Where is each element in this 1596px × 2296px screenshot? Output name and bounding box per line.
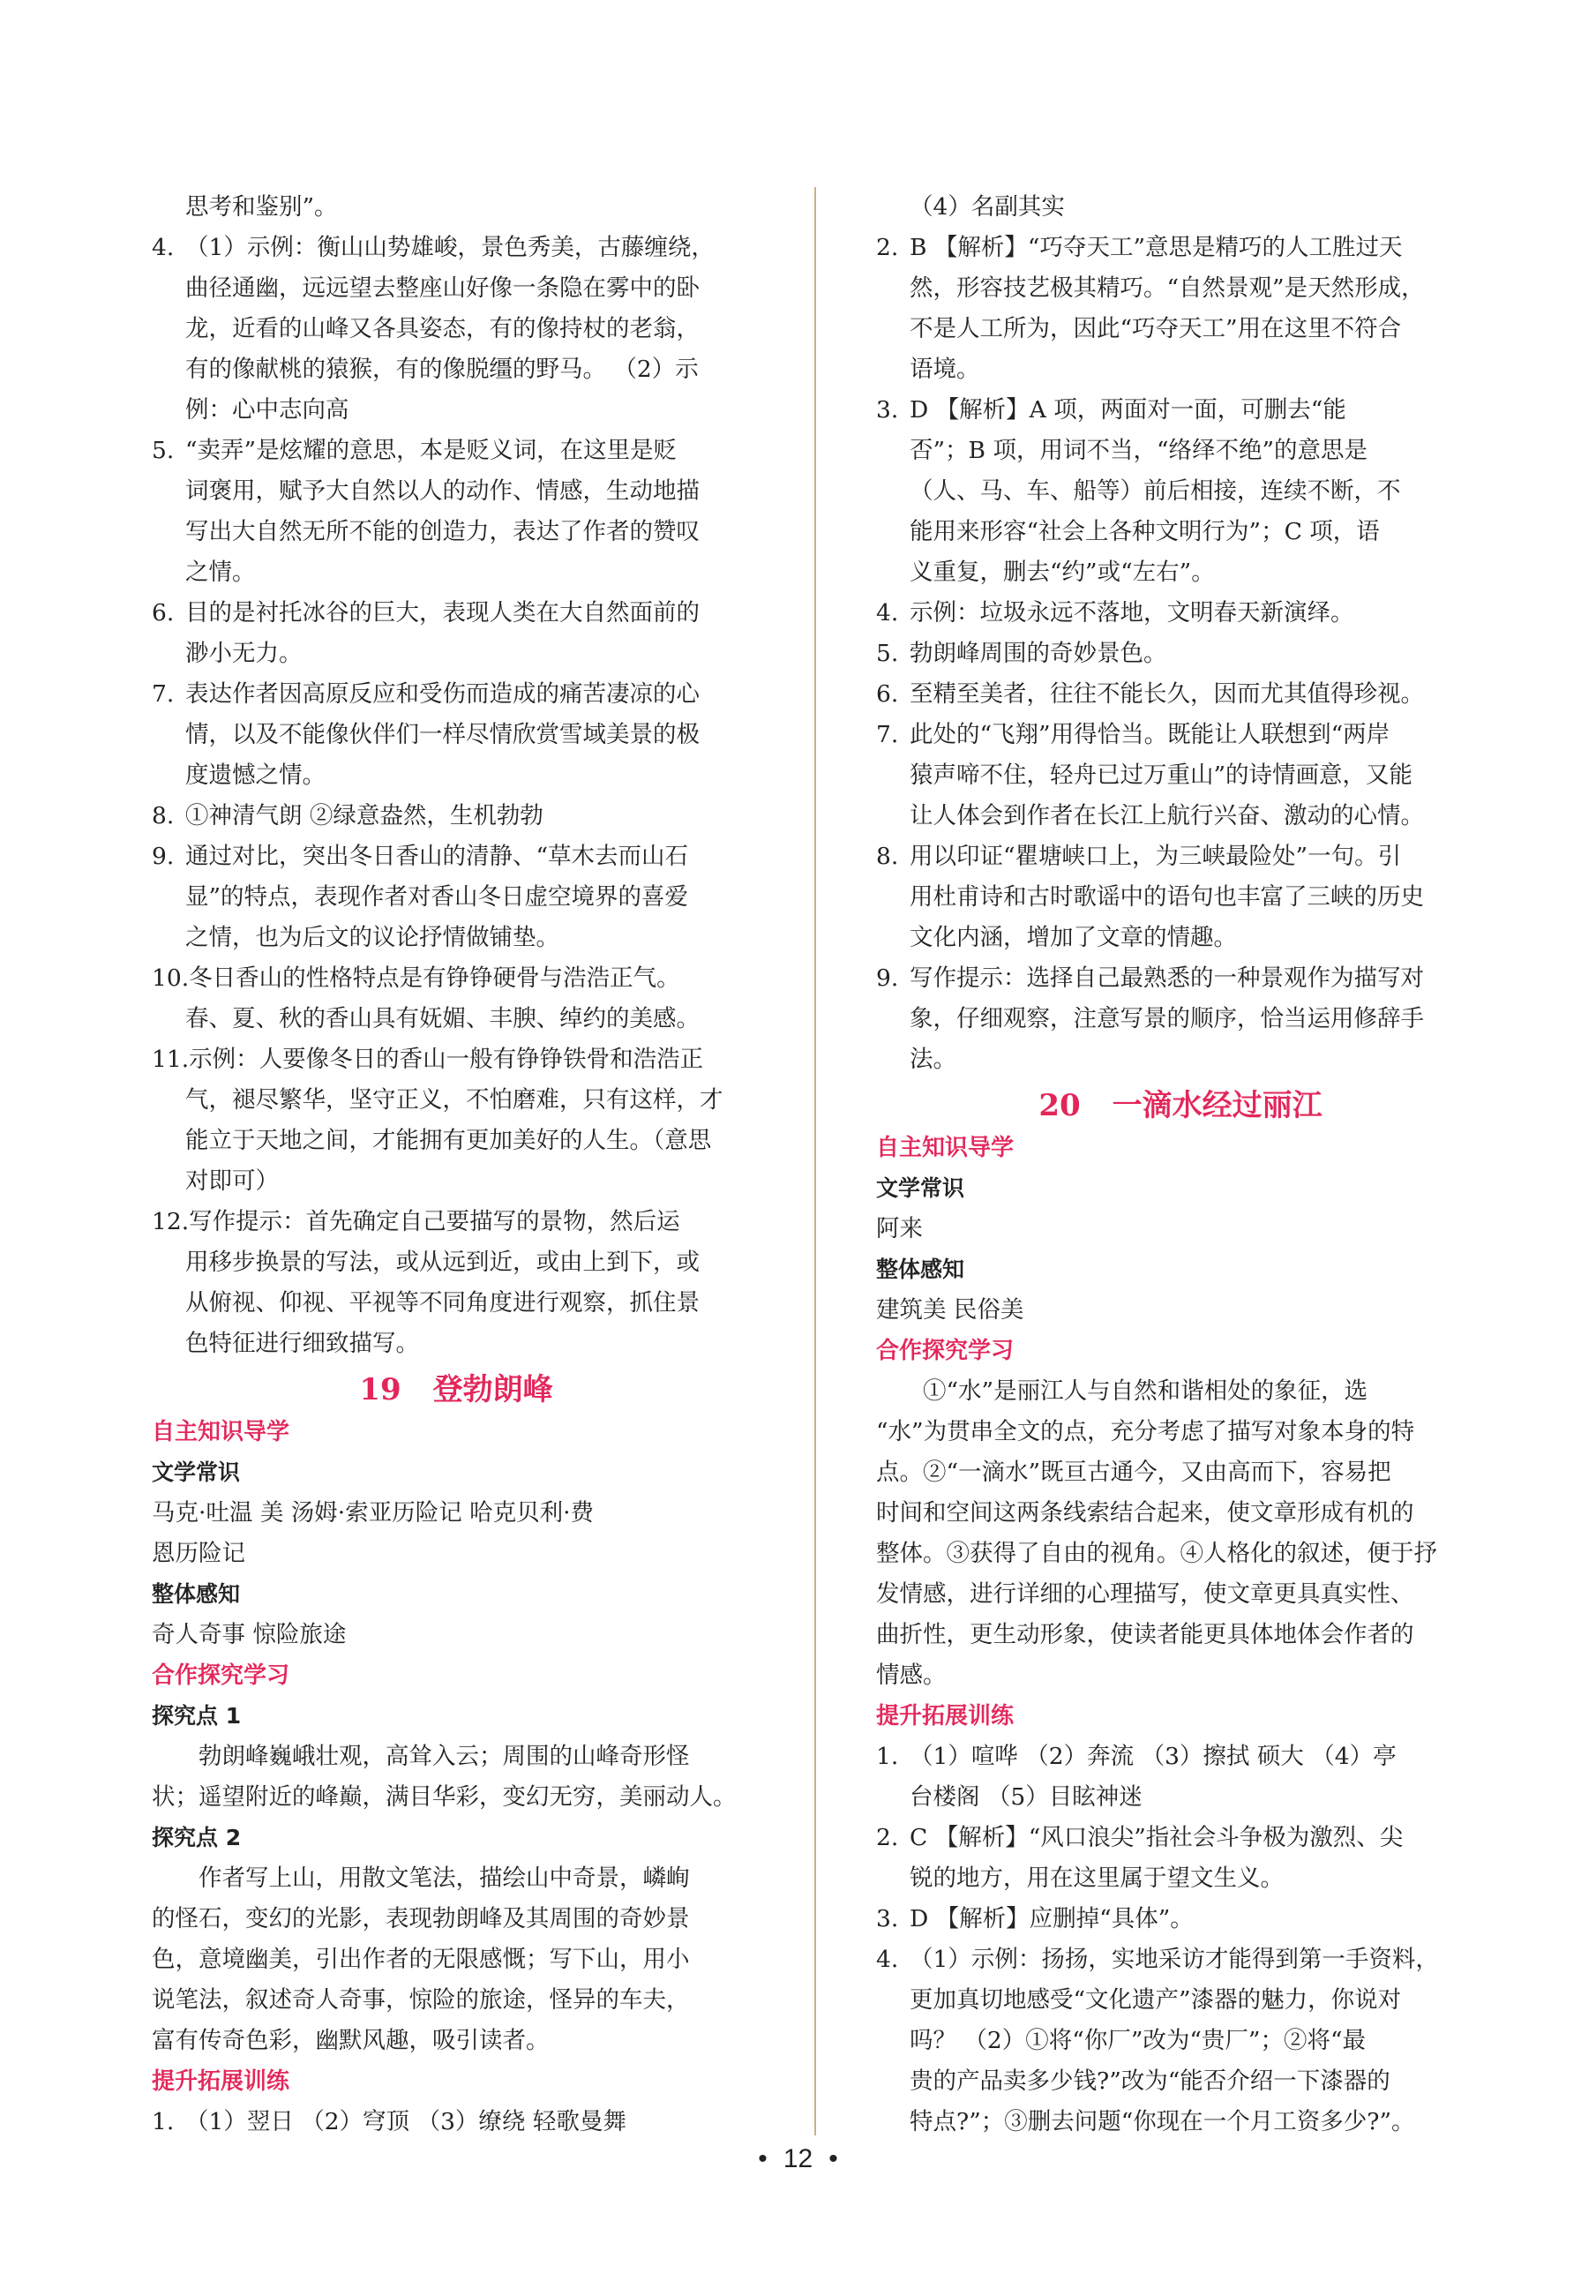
lesson-number: 20 bbox=[1038, 1088, 1081, 1123]
text-line: 作者写上山，用散文笔法，描绘山中奇景，嶙峋 bbox=[199, 1865, 690, 1892]
item-text: 写作提示：选择自己最熟悉的一种景观作为描写对 bbox=[910, 964, 1424, 992]
text-line: （4）名副其实 bbox=[910, 193, 1065, 221]
text-line: 马克·吐温 美 汤姆·索亚历险记 哈克贝利·费 bbox=[152, 1499, 595, 1527]
item-text: “卖弄”是炫耀的意思，本是贬义词，在这里是贬 bbox=[185, 437, 678, 464]
subheading: 文学常识 bbox=[152, 1459, 241, 1485]
answer-item-6 bbox=[152, 593, 761, 634]
answer-item-5 bbox=[876, 634, 1485, 674]
text-line: 有的像献桃的猿猴，有的像脱缰的野马。 （2）示 bbox=[185, 356, 699, 383]
section-heading: 自主知识导学 bbox=[152, 1419, 290, 1445]
lesson-name: 登勃朗峰 bbox=[432, 1372, 553, 1407]
item-number: 12. bbox=[152, 1208, 190, 1235]
text-line: 让人体会到作者在长江上航行兴奋、激动的心情。 bbox=[910, 802, 1424, 829]
answer-item-9 bbox=[876, 958, 1485, 999]
text-line: 否”；B 项，用词不当，“络绎不绝”的意思是 bbox=[910, 437, 1368, 464]
item-text: （1）翌日 （2）穹顶 （3）缭绕 轻歌曼舞 bbox=[185, 2108, 626, 2135]
item-number: 7. bbox=[876, 721, 899, 748]
item-number: 2. bbox=[876, 234, 899, 261]
answer-item-9 bbox=[152, 837, 761, 877]
text-line: 吗？ （2）①将“你厂”改为“贵厂”；②将“最 bbox=[910, 2027, 1367, 2054]
subheading: 文学常识 bbox=[876, 1175, 965, 1201]
text-line: 气，褪尽繁华，坚守正义，不怕磨难，只有这样，才 bbox=[185, 1086, 723, 1114]
item-number: 9. bbox=[152, 843, 175, 870]
answer-item-4 bbox=[876, 593, 1485, 634]
text-line: 色，意境幽美，引出作者的无限感慨；写下山，用小 bbox=[152, 1946, 690, 1973]
subheading: 整体感知 bbox=[152, 1581, 241, 1607]
text-line: 更加真切地感受“文化遗产”漆器的魅力，你说对 bbox=[910, 1986, 1402, 2014]
text-line: “水”为贯串全文的点，充分考虑了描写对象本身的特 bbox=[876, 1418, 1415, 1445]
text-line: 然，形容技艺极其精巧。“自然景观”是天然形成， bbox=[910, 274, 1425, 302]
page-number: • 12 • bbox=[758, 2144, 838, 2173]
text-line: 特点?”；③删去问题“你现在一个月工资多少?”。 bbox=[910, 2108, 1415, 2135]
text-line: 发情感，进行详细的心理描写，使文章更具真实性、 bbox=[876, 1580, 1414, 1608]
item-number: 9. bbox=[876, 964, 899, 992]
text-line: 曲折性，更生动形象，使读者能更具体地体会作者的 bbox=[876, 1621, 1414, 1648]
text-line: 用杜甫诗和古时歌谣中的语句也丰富了三峡的历史 bbox=[910, 883, 1424, 911]
text-line: 显”的特点，表现作者对香山冬日虚空境界的喜爱 bbox=[185, 883, 689, 911]
text-line: 从俯视、仰视、平视等不同角度进行观察，抓住景 bbox=[185, 1289, 700, 1317]
item-text: 目的是衬托冰谷的巨大，表现人类在大自然面前的 bbox=[185, 599, 700, 627]
section-heading: 合作探究学习 bbox=[152, 1662, 290, 1689]
answer-item-5 bbox=[152, 431, 761, 471]
answer-item-7 bbox=[876, 715, 1485, 755]
text-line: 贵的产品卖多少钱?”改为“能否介绍一下漆器的 bbox=[910, 2067, 1390, 2095]
text-line: 词褒用，赋予大自然以人的动作、情感，生动地描 bbox=[185, 477, 700, 505]
text-line: （人、马、车、船等）前后相接，连续不断，不 bbox=[910, 477, 1401, 505]
text-line: 猿声啼不住，轻舟已过万重山”的诗情画意，又能 bbox=[910, 762, 1413, 789]
item-number: 8. bbox=[152, 802, 175, 829]
text-line: 龙，近看的山峰又各具姿态，有的像持杖的老翁， bbox=[185, 315, 700, 342]
right-column bbox=[876, 187, 1485, 2142]
item-number: 5. bbox=[876, 640, 899, 667]
answer-item-1 bbox=[876, 1737, 1485, 1777]
answer-item-4 bbox=[152, 228, 761, 268]
section-heading: 自主知识导学 bbox=[876, 1135, 1015, 1161]
text-line: 能立于天地之间，才能拥有更加美好的人生。（意思 bbox=[185, 1127, 712, 1154]
item-number: 2. bbox=[876, 1824, 899, 1851]
answer-item-3 bbox=[876, 390, 1485, 431]
text-line: 义重复，删去“约”或“左右”。 bbox=[910, 559, 1215, 586]
answer-item-11 bbox=[152, 1039, 761, 1080]
text-line: 色特征进行细致描写。 bbox=[185, 1330, 419, 1357]
item-number: 11. bbox=[152, 1046, 190, 1073]
text-line: 不是人工所为，因此“巧夺天工”用在这里不符合 bbox=[910, 315, 1402, 342]
item-text: （1）示例：衡山山势雄峻，景色秀美，古藤缠绕， bbox=[185, 234, 715, 261]
text-line: 说笔法，叙述奇人奇事，惊险的旅途，怪异的车夫， bbox=[152, 1986, 690, 2014]
answer-item-7 bbox=[152, 674, 761, 715]
text-line: 时间和空间这两条线索结合起来，使文章形成有机的 bbox=[876, 1499, 1414, 1527]
item-text: （1）喧哗 （2）奔流 （3）擦拭 硕大 （4）亭 bbox=[910, 1743, 1397, 1770]
answer-item-6 bbox=[876, 674, 1485, 715]
text-line: 渺小无力。 bbox=[185, 640, 303, 667]
item-number: 5. bbox=[152, 437, 175, 464]
item-text: 勃朗峰周围的奇妙景色。 bbox=[910, 640, 1167, 667]
answer-item-8 bbox=[152, 796, 761, 837]
item-number: 4. bbox=[876, 599, 899, 627]
section-heading: 提升拓展训练 bbox=[152, 2068, 290, 2095]
lesson-20-title bbox=[876, 1080, 1485, 1131]
text-line: 点。②“一滴水”既亘古通今，又由高而下，容易把 bbox=[876, 1459, 1391, 1486]
text-line: 曲径通幽，远远望去整座山好像一条隐在雾中的卧 bbox=[185, 274, 700, 302]
item-text: B 【解析】“巧夺天工”意思是精巧的人工胜过天 bbox=[910, 234, 1403, 261]
text-line: 象，仔细观察，注意写景的顺序，恰当运用修辞手 bbox=[910, 1005, 1424, 1032]
item-text: 写作提示：首先确定自己要描写的景物，然后运 bbox=[189, 1208, 680, 1235]
item-number: 3. bbox=[876, 1905, 899, 1932]
page-number-value: 12 bbox=[783, 2144, 813, 2173]
text-line: 例：心中志向高 bbox=[185, 396, 349, 424]
text-line: 春、夏、秋的香山具有妩媚、丰腴、绰约的美感。 bbox=[185, 1005, 700, 1032]
text-line: 勃朗峰巍峨壮观，高耸入云；周围的山峰奇形怪 bbox=[199, 1743, 690, 1770]
text-line: 整体。③获得了自由的视角。④人格化的叙述，便于抒 bbox=[876, 1540, 1437, 1567]
item-text: 至精至美者，往往不能长久，因而尤其值得珍视。 bbox=[910, 680, 1424, 708]
text-line: 写出大自然无所不能的创造力，表达了作者的赞叹 bbox=[185, 518, 700, 545]
text-line: 恩历险记 bbox=[152, 1540, 245, 1567]
text-line: 台楼阁 （5）目眩神迷 bbox=[910, 1783, 1143, 1811]
text-line: 奇人奇事 惊险旅途 bbox=[152, 1621, 347, 1648]
text-line: 富有传奇色彩，幽默风趣，吸引读者。 bbox=[152, 2027, 550, 2054]
item-number: 10. bbox=[152, 964, 190, 992]
text-line: 之情。 bbox=[185, 559, 256, 586]
lesson-number: 19 bbox=[359, 1372, 401, 1407]
text-line: 文化内涵，增加了文章的情趣。 bbox=[910, 924, 1237, 951]
text-line: 建筑美 民俗美 bbox=[876, 1296, 1024, 1324]
text-line: 思考和鉴别”。 bbox=[185, 193, 338, 221]
text-line: 的怪石，变幻的光影，表现勃朗峰及其周围的奇妙景 bbox=[152, 1905, 690, 1932]
item-text: C 【解析】“风口浪尖”指社会斗争极为激烈、尖 bbox=[910, 1824, 1404, 1851]
text-line: ①“水”是丽江人与自然和谐相处的象征，选 bbox=[923, 1377, 1368, 1405]
section-heading: 合作探究学习 bbox=[876, 1338, 1015, 1364]
text-line: 度遗憾之情。 bbox=[185, 762, 326, 789]
item-text: 示例：垃圾永远不落地，文明春天新演绎。 bbox=[910, 599, 1354, 627]
answer-item-10 bbox=[152, 958, 761, 999]
answer-item-4 bbox=[876, 1940, 1485, 1980]
item-number: 4. bbox=[876, 1946, 899, 1973]
item-number: 7. bbox=[152, 680, 175, 708]
lesson-19-title bbox=[152, 1364, 761, 1415]
text-line: 语境。 bbox=[910, 356, 980, 383]
answer-item-2 bbox=[876, 228, 1485, 268]
item-text: 冬日香山的性格特点是有铮铮硬骨与浩浩正气。 bbox=[189, 964, 680, 992]
text-line: 阿来 bbox=[876, 1215, 923, 1242]
text-line: 状；遥望附近的峰巅，满目华彩，变幻无穷，美丽动人。 bbox=[152, 1783, 737, 1811]
item-number: 8. bbox=[876, 843, 899, 870]
item-text: ①神清气朗 ②绿意盎然，生机勃勃 bbox=[185, 802, 543, 829]
left-column bbox=[152, 187, 761, 2142]
text-line: 法。 bbox=[910, 1046, 956, 1073]
item-text: 示例：人要像冬日的香山一般有铮铮铁骨和浩浩正 bbox=[189, 1046, 704, 1073]
answer-item-12 bbox=[152, 1202, 761, 1242]
answer-item-1 bbox=[152, 2102, 761, 2142]
text-line: 之情，也为后文的议论抒情做铺垫。 bbox=[185, 924, 559, 951]
text-line: 锐的地方，用在这里属于望文生义。 bbox=[910, 1865, 1284, 1892]
text-line: 情，以及不能像伙伴们一样尽情欣赏雪域美景的极 bbox=[185, 721, 700, 748]
item-number: 6. bbox=[152, 599, 175, 627]
answer-item-3 bbox=[876, 1899, 1485, 1940]
item-text: 通过对比，突出冬日香山的清静、“草木去而山石 bbox=[185, 843, 689, 870]
section-heading: 提升拓展训练 bbox=[876, 1703, 1015, 1730]
item-text: D 【解析】A 项，两面对一面，可删去“能 bbox=[910, 396, 1346, 424]
item-text: 用以印证“瞿塘峡口上，为三峡最险处”一句。引 bbox=[910, 843, 1402, 870]
answer-item-8 bbox=[876, 837, 1485, 877]
subheading: 探究点 2 bbox=[152, 1825, 242, 1850]
text-line: 用移步换景的写法，或从远到近，或由上到下，或 bbox=[185, 1249, 700, 1276]
item-text: 表达作者因高原反应和受伤而造成的痛苦凄凉的心 bbox=[185, 680, 700, 708]
subheading: 整体感知 bbox=[876, 1257, 965, 1282]
answer-item-2 bbox=[876, 1818, 1485, 1858]
item-text: （1）示例：扬扬，实地采访才能得到第一手资料， bbox=[910, 1946, 1439, 1973]
item-number: 4. bbox=[152, 234, 175, 261]
item-number: 1. bbox=[152, 2108, 175, 2135]
column-divider bbox=[814, 187, 816, 2135]
item-text: D 【解析】应删掉“具体”。 bbox=[910, 1905, 1194, 1932]
item-number: 1. bbox=[876, 1743, 899, 1770]
lesson-name: 一滴水经过丽江 bbox=[1112, 1088, 1323, 1123]
text-line: 情感。 bbox=[876, 1662, 947, 1689]
subheading: 探究点 1 bbox=[152, 1703, 242, 1729]
text-line: 对即可） bbox=[185, 1167, 279, 1195]
text-line: 能用来形容“社会上各种文明行为”；C 项，语 bbox=[910, 518, 1380, 545]
item-number: 3. bbox=[876, 396, 899, 424]
item-number: 6. bbox=[876, 680, 899, 708]
item-text: 此处的“飞翔”用得恰当。既能让人联想到“两岸 bbox=[910, 721, 1390, 748]
